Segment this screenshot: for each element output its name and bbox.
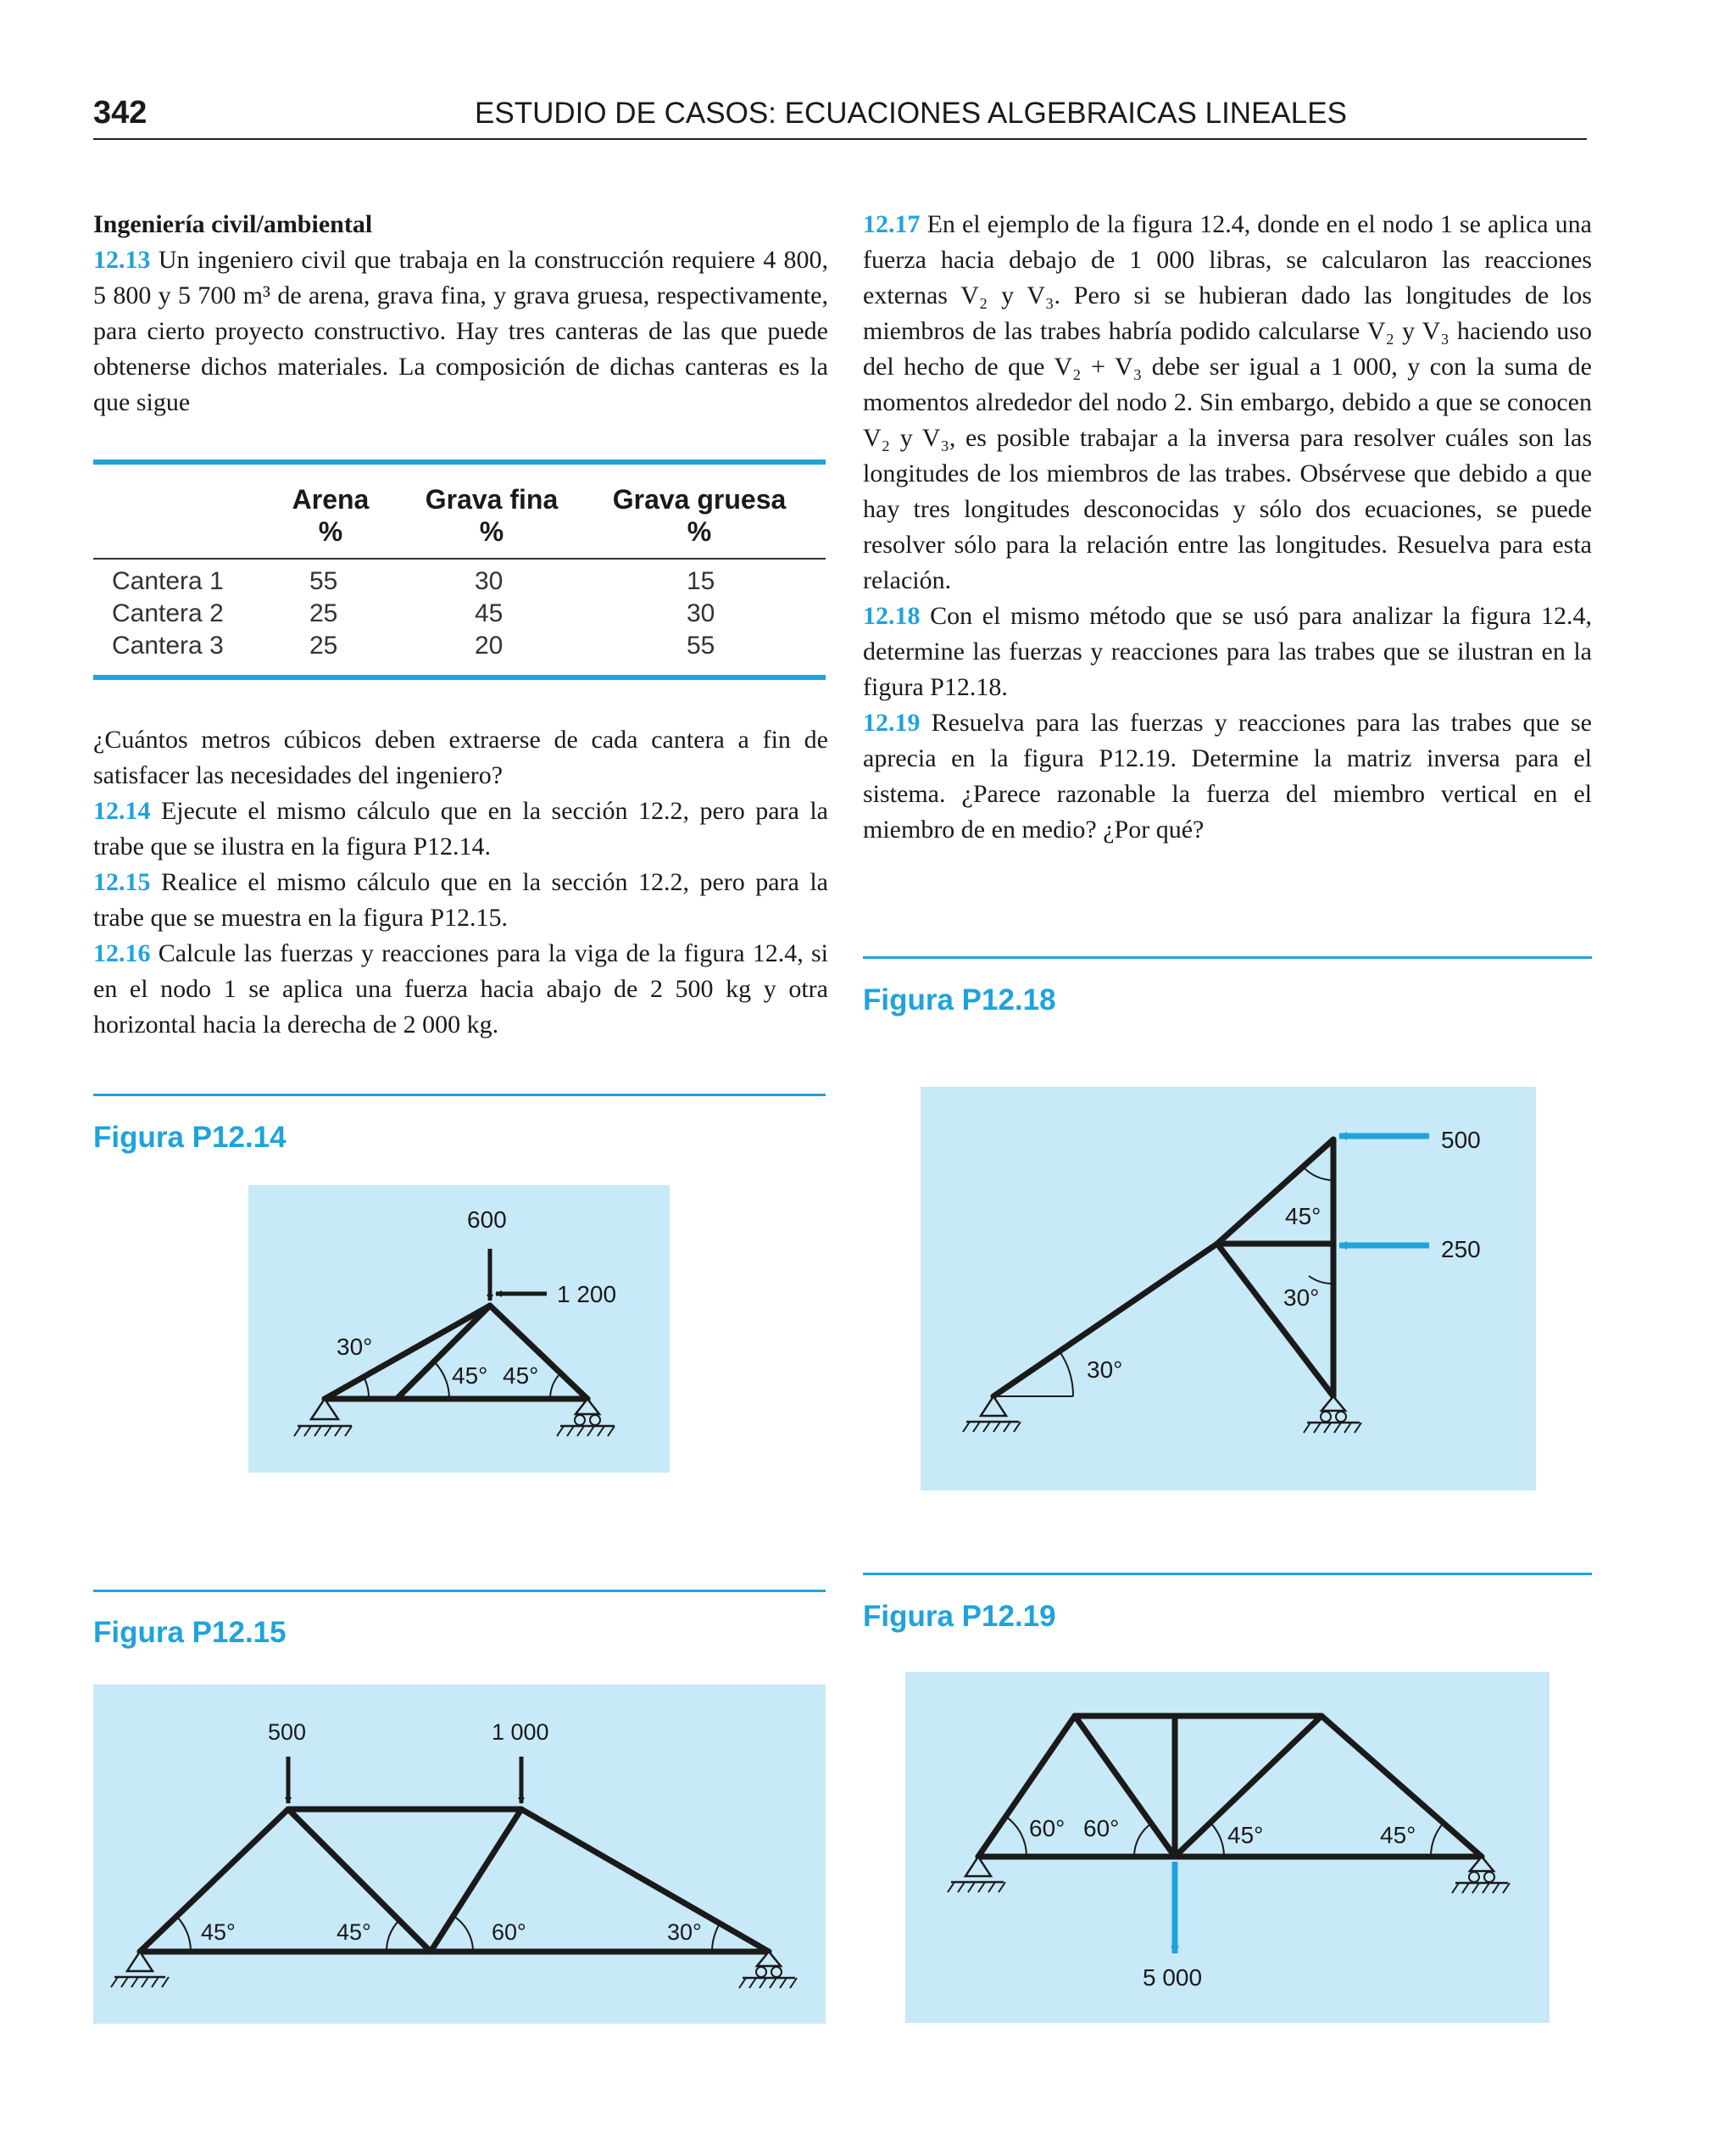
cell: 20	[475, 632, 504, 660]
right-column	[863, 207, 1592, 848]
problem-number: 12.19	[863, 709, 921, 737]
angle-label: 60°	[492, 1919, 526, 1945]
page-number: 342	[93, 95, 147, 131]
angle-label: 30°	[667, 1919, 702, 1945]
problem-12-14	[93, 794, 828, 865]
problem-text: Un ingeniero civil que trabaja en la construcción requiere 4 800, 5 800 y 5 700 m³ de arena, grava fina, y grava gruesa, respectivamente, para cierto proyecto constructivo. Hay tres canteras de las que puede obtenerse dichos materiales. La composición de dichas canteras es la que sigue	[93, 246, 829, 416]
figure-p12-15	[93, 1685, 826, 2024]
angle-label: 30°	[337, 1334, 373, 1360]
col-header-grava-fina: Grava fina %	[425, 484, 559, 547]
load-label: 500	[1441, 1127, 1481, 1153]
table-body	[93, 560, 826, 675]
problem-text: Calcule las fuerzas y reacciones para la viga de la figura 12.4, si en el nodo 1 se aplica una fuerza hacia abajo de 2 500 kg y otra horizontal hacia la derecha de 2 000 kg.	[93, 939, 828, 1039]
angle-label: 45°	[1227, 1822, 1264, 1848]
angle-label: 45°	[201, 1919, 236, 1945]
table-bottom-rule	[93, 675, 826, 680]
angle-label: 45°	[503, 1362, 539, 1389]
figure-rule	[863, 956, 1592, 959]
section-title: Ingeniería civil/ambiental	[93, 210, 373, 238]
angle-label: 45°	[1285, 1203, 1321, 1229]
col-header-grava-gruesa: Grava gruesa %	[612, 484, 787, 547]
problem-number: 12.14	[93, 797, 151, 825]
cell: 55	[687, 632, 715, 660]
problem-12-15	[93, 865, 828, 936]
load-label: 1 000	[492, 1719, 549, 1745]
cell: 25	[309, 599, 338, 627]
cell: 30	[475, 567, 504, 595]
problem-text: Con el mismo método que se usó para analizar la figura 12.4, determine las fuerzas y reacciones para las trabes que se ilustran en la figura P12.18.	[863, 602, 1593, 701]
figure-title-p12-15: Figura P12.15	[93, 1616, 287, 1649]
angle-label: 30°	[1283, 1284, 1320, 1311]
row-label: Cantera 2	[112, 599, 224, 627]
load-label: 250	[1441, 1236, 1481, 1262]
composition-table	[93, 460, 826, 680]
figure-rule	[93, 1590, 826, 1592]
angle-label: 30°	[1087, 1356, 1123, 1383]
row-label: Cantera 1	[112, 567, 224, 595]
problem-text: Ejecute el mismo cálculo que en la sección 12.2, pero para la trabe que se ilustra en la figura P12.14.	[93, 797, 829, 861]
cell: 25	[309, 632, 338, 660]
problem-12-13	[93, 242, 828, 421]
problem-12-16	[93, 936, 828, 1043]
running-title: ESTUDIO DE CASOS: ECUACIONES ALGEBRAICAS LINEALES	[475, 97, 1347, 130]
figure-title-p12-19: Figura P12.19	[863, 1600, 1056, 1633]
load-label-horizontal: 1 200	[557, 1281, 617, 1307]
problem-text: Resuelva para las fuerzas y reacciones para las trabes que se aprecia en la figura P12.19. Determine la matriz inversa para el sistema. ¿Parece razonable la fuerza del miembro vertical en el miembro de en medio? ¿Por qué?	[863, 709, 1592, 844]
problem-number: 12.15	[93, 868, 151, 896]
problem-12-19	[863, 705, 1592, 848]
question-text: ¿Cuántos metros cúbicos deben extraerse de cada cantera a fin de satisfacer las necesidades del ingeniero?	[93, 726, 828, 789]
problem-12-18	[863, 599, 1592, 705]
problem-text: Realice el mismo cálculo que en la sección 12.2, pero para la trabe que se muestra en la figura P12.15.	[93, 868, 829, 932]
cell: 55	[309, 567, 338, 595]
figure-background	[248, 1185, 670, 1473]
cell: 45	[475, 599, 504, 627]
angle-label: 45°	[337, 1919, 371, 1945]
cell: 30	[687, 599, 715, 627]
figure-title-p12-18: Figura P12.18	[863, 983, 1056, 1017]
figure-background	[93, 1685, 826, 2024]
angle-label: 60°	[1029, 1815, 1066, 1841]
left-column-bottom	[93, 722, 828, 1043]
problem-number: 12.18	[863, 602, 921, 630]
problem-number: 12.13	[93, 246, 151, 274]
load-label: 5 000	[1143, 1964, 1203, 1991]
left-column-top	[93, 207, 828, 421]
figure-rule	[93, 1094, 826, 1096]
figure-p12-18	[921, 1087, 1536, 1490]
figure-p12-19	[905, 1672, 1550, 2023]
problem-12-17	[863, 207, 1592, 599]
angle-label: 45°	[452, 1362, 488, 1389]
header-rule	[93, 138, 1587, 140]
angle-label: 60°	[1083, 1815, 1120, 1841]
load-label-vertical: 600	[467, 1206, 507, 1233]
cell: 15	[687, 567, 715, 595]
angle-label: 45°	[1380, 1822, 1416, 1848]
col-header-arena: Arena %	[292, 484, 370, 547]
problem-number: 12.17	[863, 210, 921, 238]
figure-p12-14	[248, 1185, 670, 1473]
figure-rule	[863, 1573, 1592, 1575]
table-header	[93, 465, 826, 558]
row-label: Cantera 3	[112, 632, 224, 660]
figure-title-p12-14: Figura P12.14	[93, 1121, 287, 1154]
problem-text: En el ejemplo de la figura 12.4, donde en el nodo 1 se aplica una fuerza hacia debajo de 1 000 libras, se calcularon las reacciones externas V₂ y V₃. Pero si se hubieran dado las longitudes de los miembros de las trabes habría podido calcularse V₂ y V₃ haciendo uso del hecho de que V₂ + V₃ debe ser igual a 1 000, y con la suma de momentos alrededor del nodo 2. Sin embargo, debido a que se conocen V₂ y V₃, es posible trabajar a la inversa para resolver cuáles son las longitudes de los miembros de las trabes. Obsérvese que debido a que hay tres longitudes desconocidas y sólo dos ecuaciones, se puede resolver sólo para la relación entre las longitudes. Resuelva para esta relación.	[863, 210, 1592, 594]
load-label: 500	[268, 1719, 307, 1745]
problem-number: 12.16	[93, 939, 151, 967]
